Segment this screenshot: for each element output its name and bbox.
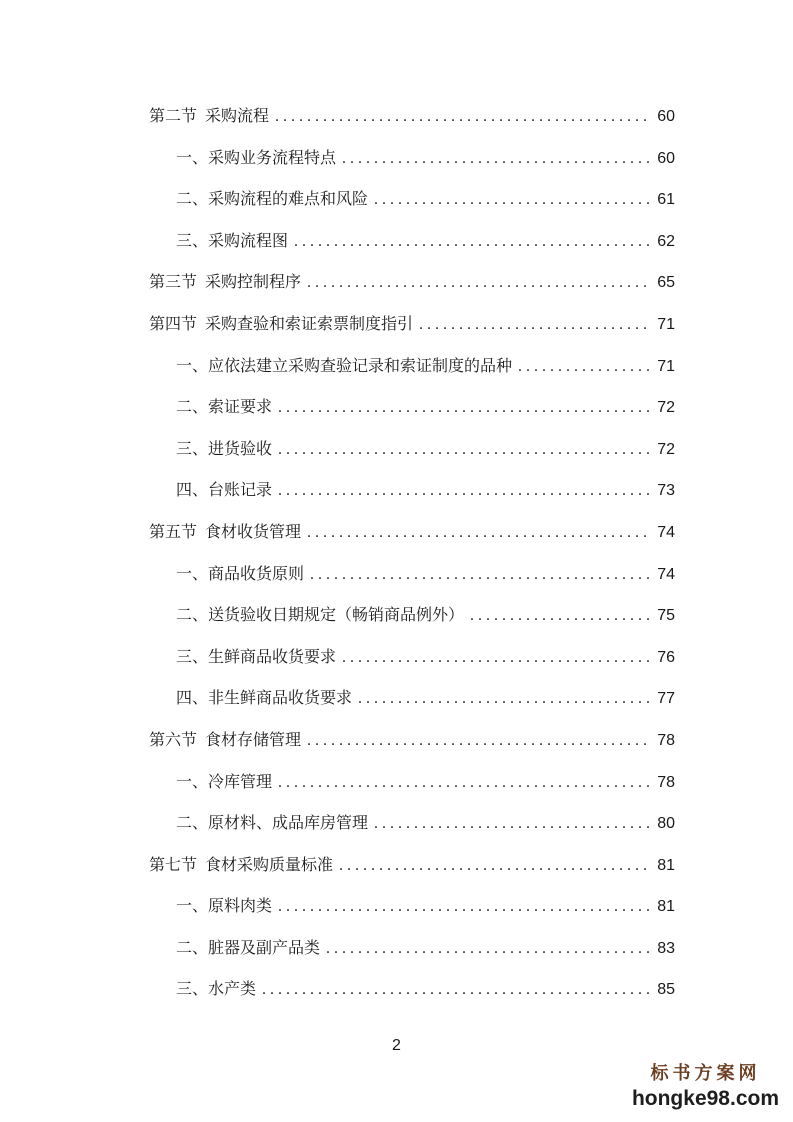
toc-dot-leader (307, 517, 649, 549)
toc-page-number: 60 (657, 149, 675, 167)
toc-entry-label (149, 516, 301, 548)
toc-dot-leader (307, 725, 649, 757)
toc-entry-label (149, 849, 333, 881)
toc-entry-label (176, 766, 272, 798)
toc-page-number: 75 (657, 607, 675, 625)
toc-entry-label (176, 599, 464, 631)
toc-page-number: 73 (657, 482, 675, 500)
toc-entry-title: 采购查验和索证索票制度指引 (205, 313, 414, 333)
toc-page-number: 71 (657, 315, 675, 333)
toc-entry-title: 三、生鲜商品收货要求 (176, 646, 337, 666)
toc-subsection-row[interactable] (149, 474, 675, 516)
toc-dot-leader (342, 642, 649, 674)
toc-entry-title: 二、索证要求 (176, 397, 273, 417)
toc-dot-leader (518, 351, 649, 383)
toc-entry-title: 食材存储管理 (205, 729, 302, 749)
watermark-domain: hongke98.com (631, 1087, 779, 1110)
toc-dot-leader (278, 392, 649, 424)
toc-section-number: 第五节 (149, 521, 198, 541)
toc-page-number: 60 (657, 108, 675, 125)
toc-dot-leader (419, 309, 649, 341)
toc-dot-leader (307, 267, 649, 299)
toc-entry-label (176, 558, 304, 590)
toc-entry-label (176, 932, 320, 964)
toc-section-number: 第六节 (149, 729, 198, 749)
toc-page-number: 65 (657, 274, 675, 292)
toc-entry-label (176, 973, 256, 1005)
toc-page-number: 80 (657, 815, 675, 833)
toc-dot-leader (262, 974, 649, 1006)
toc-entry-label (176, 225, 288, 257)
toc-entry-title: 三、进货验收 (176, 438, 273, 458)
toc-subsection-row[interactable] (149, 890, 675, 932)
toc-subsection-row[interactable] (149, 766, 675, 808)
toc-entry-label (149, 100, 269, 132)
toc-dot-leader (326, 933, 649, 965)
toc-section-row[interactable] (149, 849, 675, 891)
toc-entry-title: 采购流程 (205, 106, 270, 125)
toc-entry-label (176, 807, 368, 839)
table-of-contents (149, 100, 675, 1015)
toc-entry-label (149, 308, 413, 340)
toc-page-number: 78 (657, 773, 675, 791)
toc-dot-leader (342, 143, 649, 175)
watermark-logo (632, 1062, 779, 1112)
watermark-chinese: 标书方案网 (650, 1063, 761, 1084)
toc-entry-title: 三、水产类 (176, 979, 257, 999)
toc-section-number: 第四节 (149, 313, 198, 333)
toc-subsection-row[interactable] (149, 433, 675, 475)
toc-dot-leader (278, 475, 649, 507)
toc-entry-title: 四、非生鲜商品收货要求 (176, 688, 353, 708)
toc-entry-label (176, 391, 272, 423)
toc-page-number: 85 (657, 981, 675, 999)
toc-page-number: 72 (657, 399, 675, 417)
toc-entry-title: 二、原材料、成品库房管理 (176, 813, 369, 833)
toc-entry-title: 一、应依法建立采购查验记录和索证制度的品种 (176, 355, 513, 375)
toc-entry-title: 一、原料肉类 (176, 896, 273, 916)
toc-page-number: 81 (657, 898, 675, 916)
toc-entry-title: 采购控制程序 (205, 272, 302, 292)
toc-entry-label (176, 641, 336, 673)
toc-entry-title: 一、采购业务流程特点 (176, 147, 337, 167)
toc-subsection-row[interactable] (149, 932, 675, 974)
toc-section-row[interactable] (149, 100, 675, 142)
toc-entry-title: 四、台账记录 (176, 480, 273, 500)
toc-section-row[interactable] (149, 308, 675, 350)
toc-page-number: 74 (657, 523, 675, 541)
toc-entry-label (176, 682, 352, 714)
toc-section-row[interactable] (149, 266, 675, 308)
toc-dot-leader (358, 683, 649, 715)
toc-page-number: 81 (657, 856, 675, 874)
toc-entry-label (176, 474, 272, 506)
toc-dot-leader (470, 600, 649, 632)
toc-entry-label (149, 724, 301, 756)
toc-subsection-row[interactable] (149, 641, 675, 683)
toc-subsection-row[interactable] (149, 350, 675, 392)
toc-entry-title: 二、脏器及副产品类 (176, 937, 321, 957)
toc-dot-leader (278, 891, 649, 923)
toc-subsection-row[interactable] (149, 807, 675, 849)
toc-entry-label (176, 350, 512, 382)
toc-dot-leader (278, 767, 649, 799)
toc-subsection-row[interactable] (149, 558, 675, 600)
toc-page-number: 74 (657, 565, 675, 583)
toc-dot-leader (339, 850, 649, 882)
toc-entry-label (176, 433, 272, 465)
toc-section-row[interactable] (149, 516, 675, 558)
toc-subsection-row[interactable] (149, 142, 675, 184)
toc-section-number: 第二节 (149, 106, 198, 125)
toc-dot-leader (275, 101, 649, 133)
toc-page-number: 72 (657, 440, 675, 458)
toc-page-number: 83 (657, 939, 675, 957)
toc-subsection-row[interactable] (149, 682, 675, 724)
toc-entry-label (176, 890, 272, 922)
toc-entry-title: 二、送货验收日期规定（畅销商品例外） (176, 605, 465, 625)
toc-subsection-row[interactable] (149, 183, 675, 225)
toc-entry-title: 一、商品收货原则 (176, 563, 305, 583)
toc-dot-leader (310, 559, 649, 591)
toc-page-number: 77 (657, 690, 675, 708)
toc-page-number: 62 (657, 232, 675, 250)
toc-section-number: 第三节 (149, 272, 198, 292)
toc-entry-label (176, 183, 368, 215)
toc-entry-label (176, 142, 336, 174)
toc-entry-title: 三、采购流程图 (176, 230, 289, 250)
toc-entry-label (149, 266, 301, 298)
toc-subsection-row[interactable] (149, 973, 675, 1015)
toc-page-number: 78 (657, 731, 675, 749)
toc-page-number: 61 (657, 191, 675, 209)
toc-subsection-row[interactable] (149, 599, 675, 641)
toc-section-row[interactable] (149, 724, 675, 766)
toc-page-number: 76 (657, 648, 675, 666)
toc-section-number: 第七节 (149, 854, 198, 874)
toc-page-number: 71 (657, 357, 675, 375)
toc-entry-title: 二、采购流程的难点和风险 (176, 189, 369, 209)
toc-entry-title: 一、冷库管理 (176, 771, 273, 791)
page-number: 2 (392, 1037, 401, 1054)
toc-entry-title: 食材采购质量标准 (205, 854, 334, 874)
toc-dot-leader (294, 226, 649, 258)
toc-subsection-row[interactable] (149, 225, 675, 267)
toc-dot-leader (374, 184, 649, 216)
toc-subsection-row[interactable] (149, 391, 675, 433)
toc-dot-leader (278, 434, 649, 466)
toc-entry-title: 食材收货管理 (205, 521, 302, 541)
toc-dot-leader (374, 808, 649, 840)
